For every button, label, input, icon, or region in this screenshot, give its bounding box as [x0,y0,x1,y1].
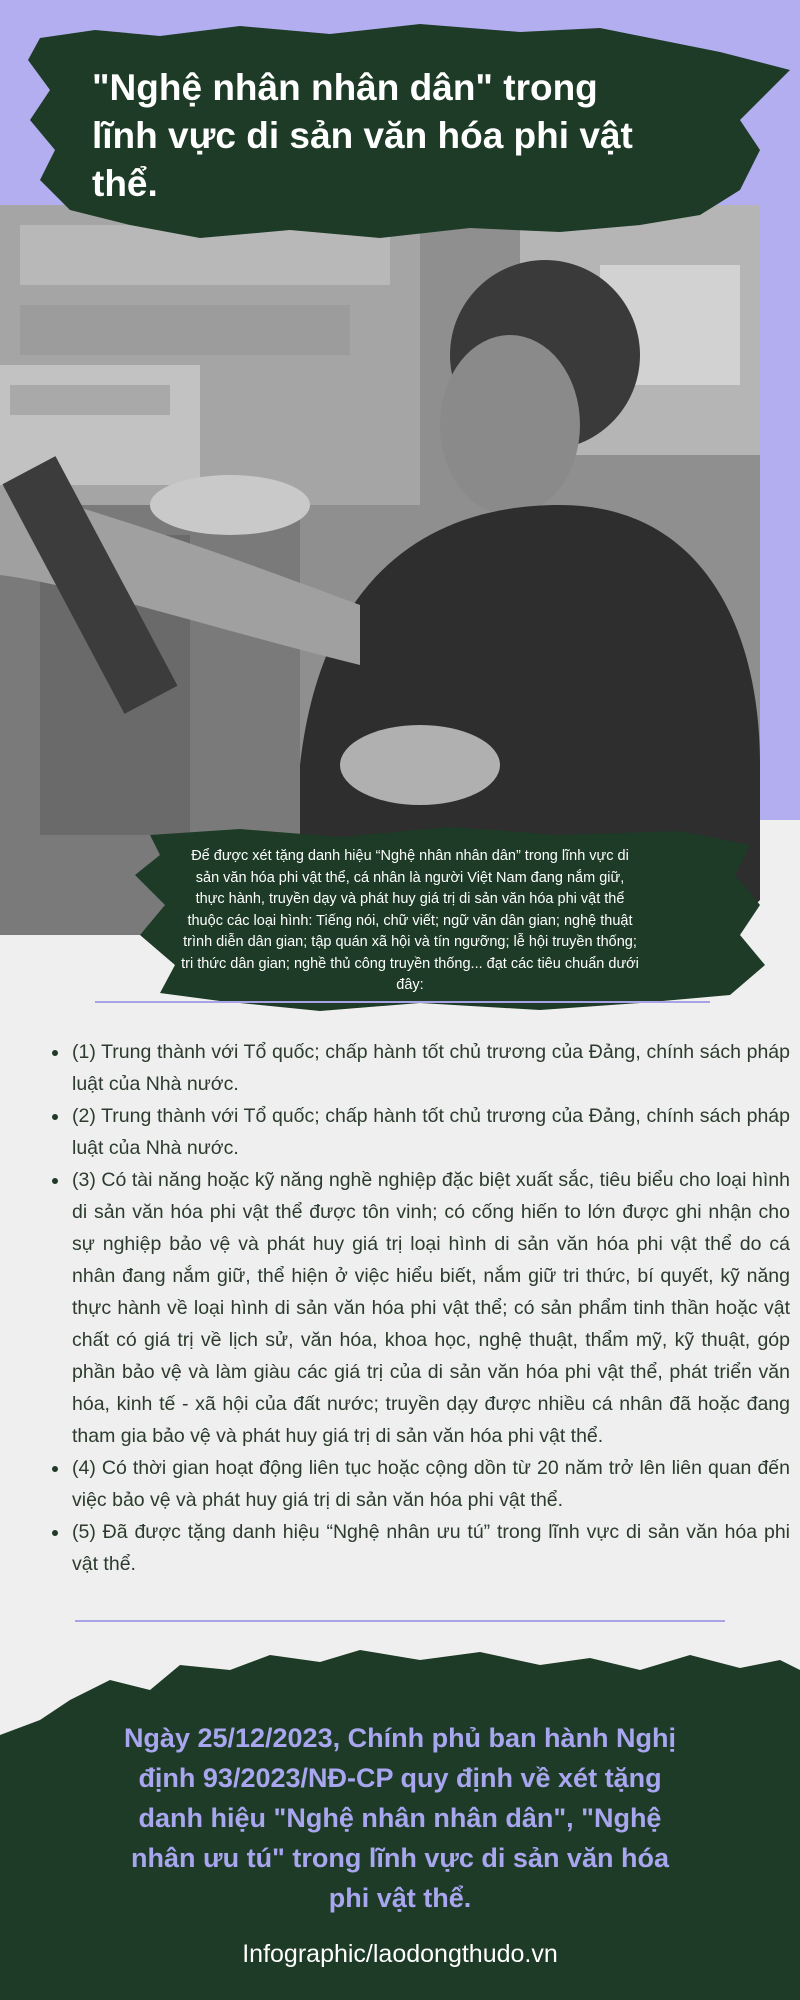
decree-note: Ngày 25/12/2023, Chính phủ ban hành Nghị định 93/2023/NĐ-CP quy định về xét tặng danh hiệu "Nghệ nhân nhân dân", "Nghệ nhân ưu tú" trong lĩnh vực di sản văn hóa phi vật thể. [123,1723,677,1913]
divider-top [95,1001,710,1003]
criteria-list [48,1036,790,1580]
source-credit: Infographic/laodongthudo.vn [242,1940,558,1968]
criteria-item: • (2) Trung thành với Tổ quốc; chấp hành tốt chủ trương của Đảng, chính sách pháp luật của Nhà nước. [70,1100,790,1164]
criteria-item: • (3) Có tài năng hoặc kỹ năng nghề nghiệp đặc biệt xuất sắc, tiêu biểu cho loại hình di sản văn hóa phi vật thể được tôn vinh; có cống hiến to lớn được ghi nhận cho sự nghiệp bảo vệ và phát huy giá trị loại hình di sản văn hóa phi vật thể do cá nhân đang nắm giữ, thể hiện ở việc hiểu biết, nắm giữ tri thức, bí quyết, kỹ năng thực hành về loại hình di sản văn hóa phi vật thể; có sản phẩm tinh thần hoặc vật chất có giá trị về lịch sử, văn hóa, khoa học, nghệ thuật, thẩm mỹ, kỹ thuật, góp phần bảo vệ và làm giàu các giá trị của di sản văn hóa phi vật thể, phát triển văn hóa, kinh tế - xã hội của đất nước; truyền dạy được nhiều cá nhân đã hoặc đang tham gia bảo vệ và phát huy giá trị di sản văn hóa phi vật thể. [70,1164,790,1452]
page-title: "Nghệ nhân nhân dân" trong lĩnh vực di sản văn hóa phi vật thể. [92,67,633,204]
criteria-item: • (5) Đã được tặng danh hiệu “Nghệ nhân ưu tú” trong lĩnh vực di sản văn hóa phi vật thể. [70,1516,790,1580]
divider-bottom [75,1620,725,1622]
criteria-item: • (4) Có thời gian hoạt động liên tục hoặc cộng dồn từ 20 năm trở lên liên quan đến việc bảo vệ và phát huy giá trị di sản văn hóa phi vật thể. [70,1452,790,1516]
criteria-item: • (1) Trung thành với Tổ quốc; chấp hành tốt chủ trương của Đảng, chính sách pháp luật của Nhà nước. [70,1036,790,1100]
intro-text: Để được xét tặng danh hiệu “Nghệ nhân nhân dân” trong lĩnh vực di sản văn hóa phi vật thể, cá nhân là người Việt Nam đang nắm giữ, thực hành, truyền dạy và phát huy giá trị di sản văn hóa phi vật thể thuộc các loại hình: Tiếng nói, chữ viết; ngữ văn dân gian; nghệ thuật trình diễn dân gian; tập quán xã hội và tín ngưỡng; lễ hội truyền thống; tri thức dân gian; nghề thủ công truyền thống... đạt các tiêu chuẩn dưới đây: [181,848,639,993]
